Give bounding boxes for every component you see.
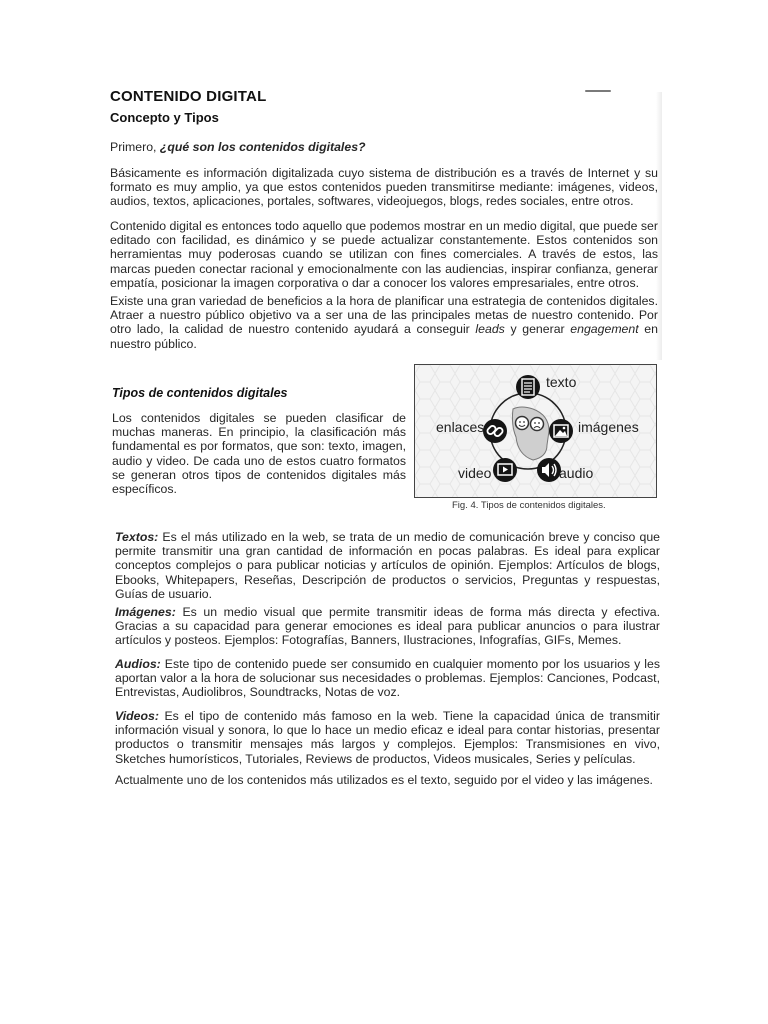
document-icon: [516, 375, 540, 399]
link-icon: [483, 419, 507, 443]
list-item-videos: [115, 709, 660, 766]
types-section-title: Tipos de contenidos digitales: [112, 386, 288, 400]
figure-label-enlaces: enlaces: [436, 419, 485, 435]
list-item-audios: [115, 657, 660, 700]
figure-label-audio: audio: [559, 465, 594, 481]
paragraph-definition: Básicamente es información digitalizada cuyo sistema de distribución es a través de Internet y su formato es muy amplio, ya que estos contenidos pueden transmitirse mediante: imágenes, videos, audios, textos, aplicaciones, portales, softwares, videojuegos, blogs, redes sociales, entre otros.: [110, 166, 658, 209]
benefits-part1: Existe una gran variedad de beneficios a la hora de planificar una estrategia de contenidos digitales. Atraer a nuestro público objetivo va a ser una de las principales metas de nuestro contenido. Por otro lado, la calidad de nuestro contenido ayudará a conseguir: [110, 294, 658, 337]
item-text-videos: Es el tipo de contenido más famoso en la web. Tiene la capacidad única de transmitir información visual y sonora, lo que lo hace un medio eficaz e ideal para contar historias, presentar productos o transmitir mensajes más largos y complejos. Ejemplos: Transmisiones en vivo, Sketches humorísticos, Tutoriales, Reviews de productos, Videos musicales, Series y películas.: [115, 709, 660, 766]
intro-question: ¿qué son los contenidos digitales?: [159, 140, 366, 154]
document-heading: CONTENIDO DIGITAL: [110, 88, 267, 105]
item-term-videos: Videos:: [115, 709, 159, 723]
figure-label-imagenes: imágenes: [578, 419, 639, 435]
figure-caption: Fig. 4. Tipos de contenidos digitales.: [452, 500, 606, 511]
benefits-part3: en nuestro público.: [110, 322, 658, 351]
figure-label-video: video: [458, 465, 492, 481]
play-icon: [493, 458, 517, 482]
item-text-textos: Es el más utilizado en la web, se trata de un medio de comunicación breve y conciso que permite transmitir una gran cantidad de información en pocas palabras. Es ideal para explicar conceptos complejos o para publicar noticias y artículos de opinión. Ejemplos: Artículos de blogs, Ebooks, Whitepapers, Reseñas, Descripción de productos o servicios, Preguntas y respuestas, Guías de usuario.: [115, 530, 660, 601]
item-term-textos: Textos:: [115, 530, 159, 544]
intro-line: [110, 140, 658, 154]
paragraph-benefits: [110, 294, 658, 351]
document-subheading: Concepto y Tipos: [110, 110, 219, 125]
benefits-part2: y generar: [504, 322, 571, 337]
item-text-imagenes: Es un medio visual que permite transmitir ideas de forma más directa y efectiva. Gracias a su capacidad para generar emociones es ideal para publicar anuncios o para ilustrar artículos y posteos. Ejemplos: Fotografías, Banners, Ilustraciones, Infografías, GIFs, Memes.: [115, 605, 660, 648]
benefits-leads: leads: [475, 322, 505, 337]
list-item-imagenes: [115, 605, 660, 648]
item-text-audios: Este tipo de contenido puede ser consumido en cualquier momento por los usuarios y les aportan valor a la hora de solucionar sus necesidades o problemas. Ejemplos: Canciones, Podcast, Entrevistas, Audiolibros, Soundtracks, Notas de voz.: [115, 657, 660, 700]
intro-prefix: Primero,: [110, 140, 160, 154]
item-term-audios: Audios:: [115, 657, 161, 671]
scan-mark: [585, 90, 611, 92]
benefits-engagement: engagement: [570, 322, 639, 337]
speaker-icon: [537, 458, 561, 482]
paragraph-digital-content: Contenido digital es entonces todo aquello que podemos mostrar en un medio digital, que puede ser editado con facilidad, es dinámico y se puede actualizar constantemente. Estos contenidos son herramientas muy poderosas cuando se utilizan con fines comerciales. A través de estos, las marcas pueden conectar racional y emocionalmente con las audiencias, inspirar confianza, generar empatía, posicionar la imagen corporativa o dar a conocer los valores empresariales, entre otros.: [110, 219, 658, 290]
types-section-text: Los contenidos digitales se pueden clasificar de muchas maneras. En principio, la clasificación más fundamental es por formatos, que son: texto, imagen, audio y video. De cada uno de estos cuatro formatos se generan otros tipos de contenidos digitales más específicos.: [112, 411, 406, 497]
item-term-imagenes: Imágenes:: [115, 605, 176, 619]
closing-sentence: Actualmente uno de los contenidos más utilizados es el texto, seguido por el video y las imágenes.: [115, 773, 653, 787]
content-types-figure: [414, 364, 657, 498]
picture-icon: [549, 419, 573, 443]
list-item-textos: [115, 530, 660, 601]
figure-label-texto: texto: [546, 374, 577, 390]
